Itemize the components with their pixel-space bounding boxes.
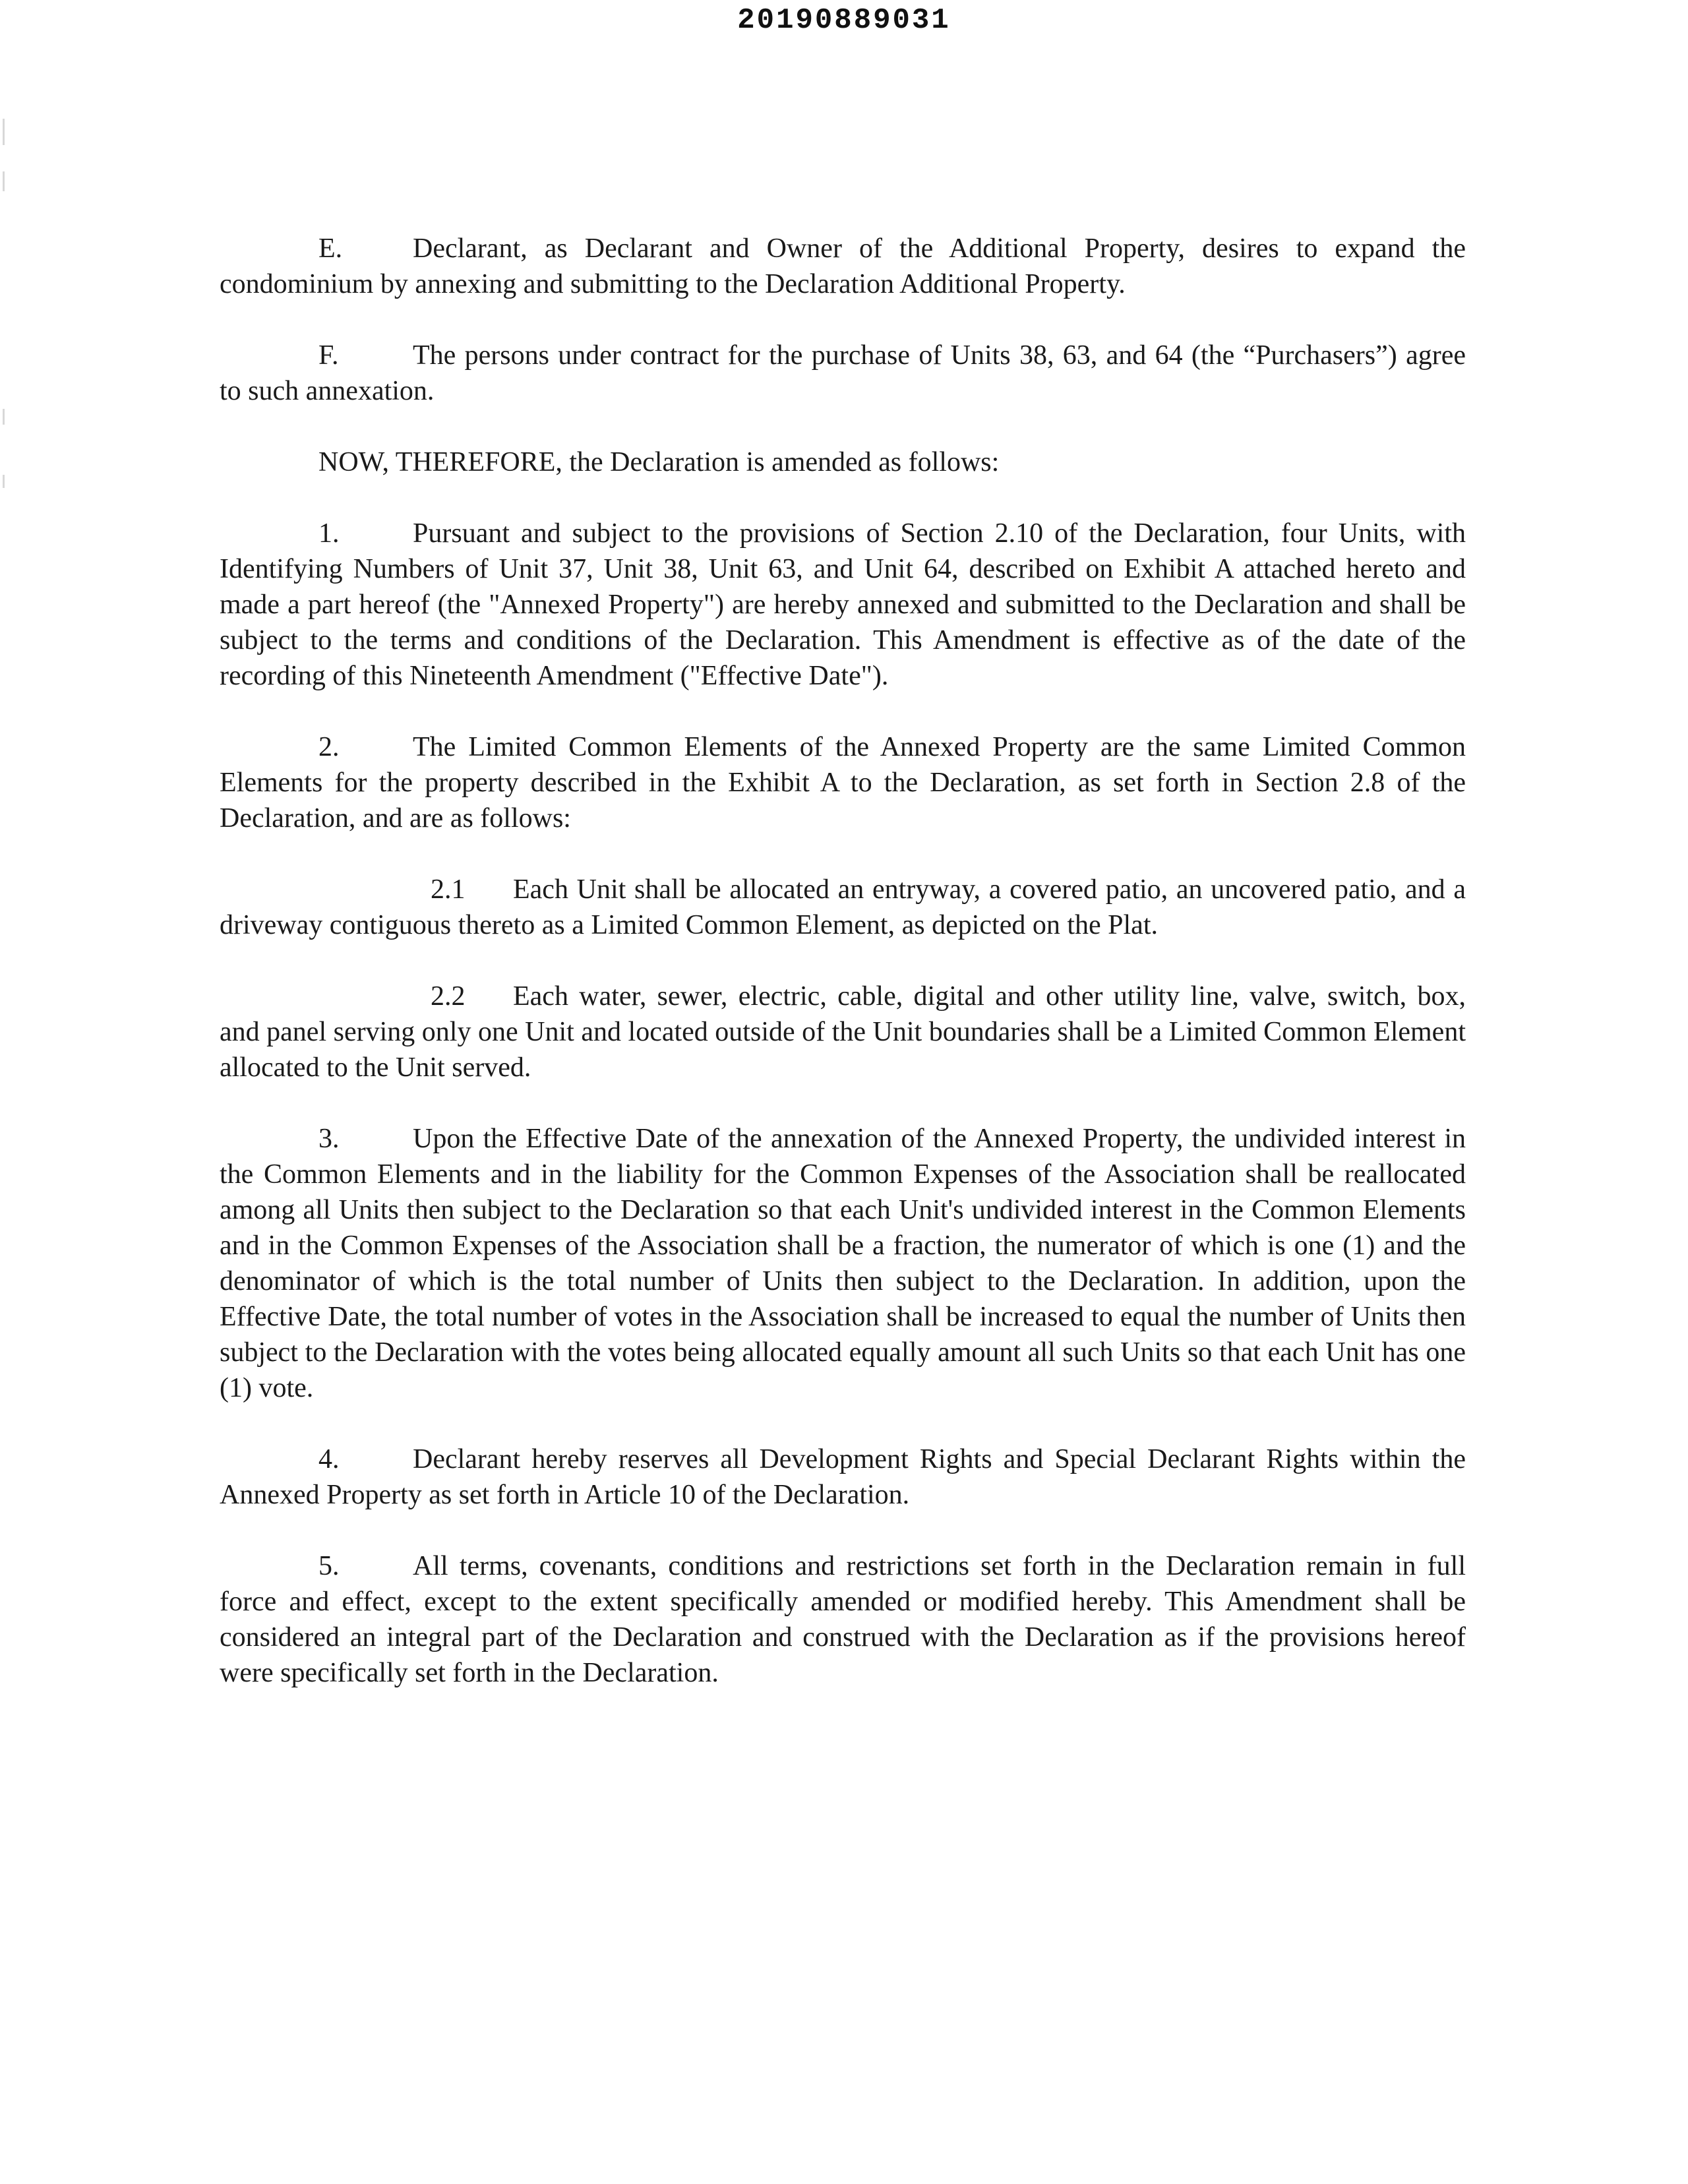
document-body [220,231,1466,1726]
document-number: 20190889031 [737,4,951,37]
section-5 [220,1548,1466,1691]
recital-e [220,231,1466,302]
scan-mark [3,119,5,145]
section-label: 2.2 [431,981,466,1012]
section-text: All terms, covenants, conditions and restrictions set forth in the Declaration remain in full force and effect, except to the extent specifically amended or modified hereby. This Amendment shall be considered an integral part of the Declaration and construed with the Declaration as if the provisions hereof were specifically set forth in the Declaration. [220,1551,1466,1688]
section-3 [220,1121,1466,1406]
recital-text: Declarant, as Declarant and Owner of the Additional Property, desires to expand the condominium by annexing and submitting to the Declaration Additional Property. [220,233,1466,299]
scan-mark [3,409,5,425]
section-2 [220,729,1466,836]
recital-label: E. [318,233,343,264]
scan-mark [3,171,5,191]
section-label: 2. [318,732,340,762]
section-label: 2.1 [431,874,466,905]
section-text: The Limited Common Elements of the Annexed Property are the same Limited Common Elements for the property described in the Exhibit A to the Declaration, as set forth in Section 2.8 of the Declaration, and are as follows: [220,732,1466,834]
scan-mark [3,475,5,488]
section-label: 4. [318,1444,340,1474]
section-text: Pursuant and subject to the provisions of Section 2.10 of the Declaration, four Units, with Identifying Numbers of Unit 37, Unit 38, Unit 63, and Unit 64, described on Exhibit A attached hereto and made a part hereof (the "Annexed Property") are hereby annexed and submitted to the Declaration and shall be subject to the terms and conditions of the Declaration. This Amendment is effective as of the date of the recording of this Nineteenth Amendment ("Effective Date"). [220,518,1466,691]
section-label: 5. [318,1551,340,1581]
section-4 [220,1441,1466,1513]
recital-text: The persons under contract for the purchase of Units 38, 63, and 64 (the “Purchasers”) agree to such annexation. [220,340,1466,406]
section-text: Each water, sewer, electric, cable, digital and other utility line, valve, switch, box, and panel serving only one Unit and located outside of the Unit boundaries shall be a Limited Common Element allocated to the Unit served. [220,981,1466,1083]
section-2-1 [220,872,1466,943]
transition-statement: NOW, THEREFORE, the Declaration is amended as follows: [318,447,1000,477]
section-text: Declarant hereby reserves all Development Rights and Special Declarant Rights within the Annexed Property as set forth in Article 10 of the Declaration. [220,1444,1466,1510]
section-label: 1. [318,518,340,549]
recital-label: F. [318,340,339,371]
section-label: 3. [318,1124,340,1154]
section-text: Upon the Effective Date of the annexation of the Annexed Property, the undivided interest in the Common Elements and in the liability for the Common Expenses of the Association shall be reallocated among all Units then subject to the Declaration so that each Unit's undivided interest in the Common Elements and in the Common Expenses of the Association shall be a fraction, the numerator of which is one (1) and the denominator of which is the total number of Units then subject to the Declaration. In addition, upon the Effective Date, the total number of votes in the Association shall be increased to equal the number of Units then subject to the Declaration with the votes being allocated equally amount all such Units so that each Unit has one (1) vote. [220,1124,1466,1403]
section-2-2 [220,979,1466,1085]
section-1 [220,516,1466,694]
recital-f [220,338,1466,409]
section-text: Each Unit shall be allocated an entryway, a covered patio, an uncovered patio, and a driveway contiguous thereto as a Limited Common Element, as depicted on the Plat. [220,874,1466,940]
